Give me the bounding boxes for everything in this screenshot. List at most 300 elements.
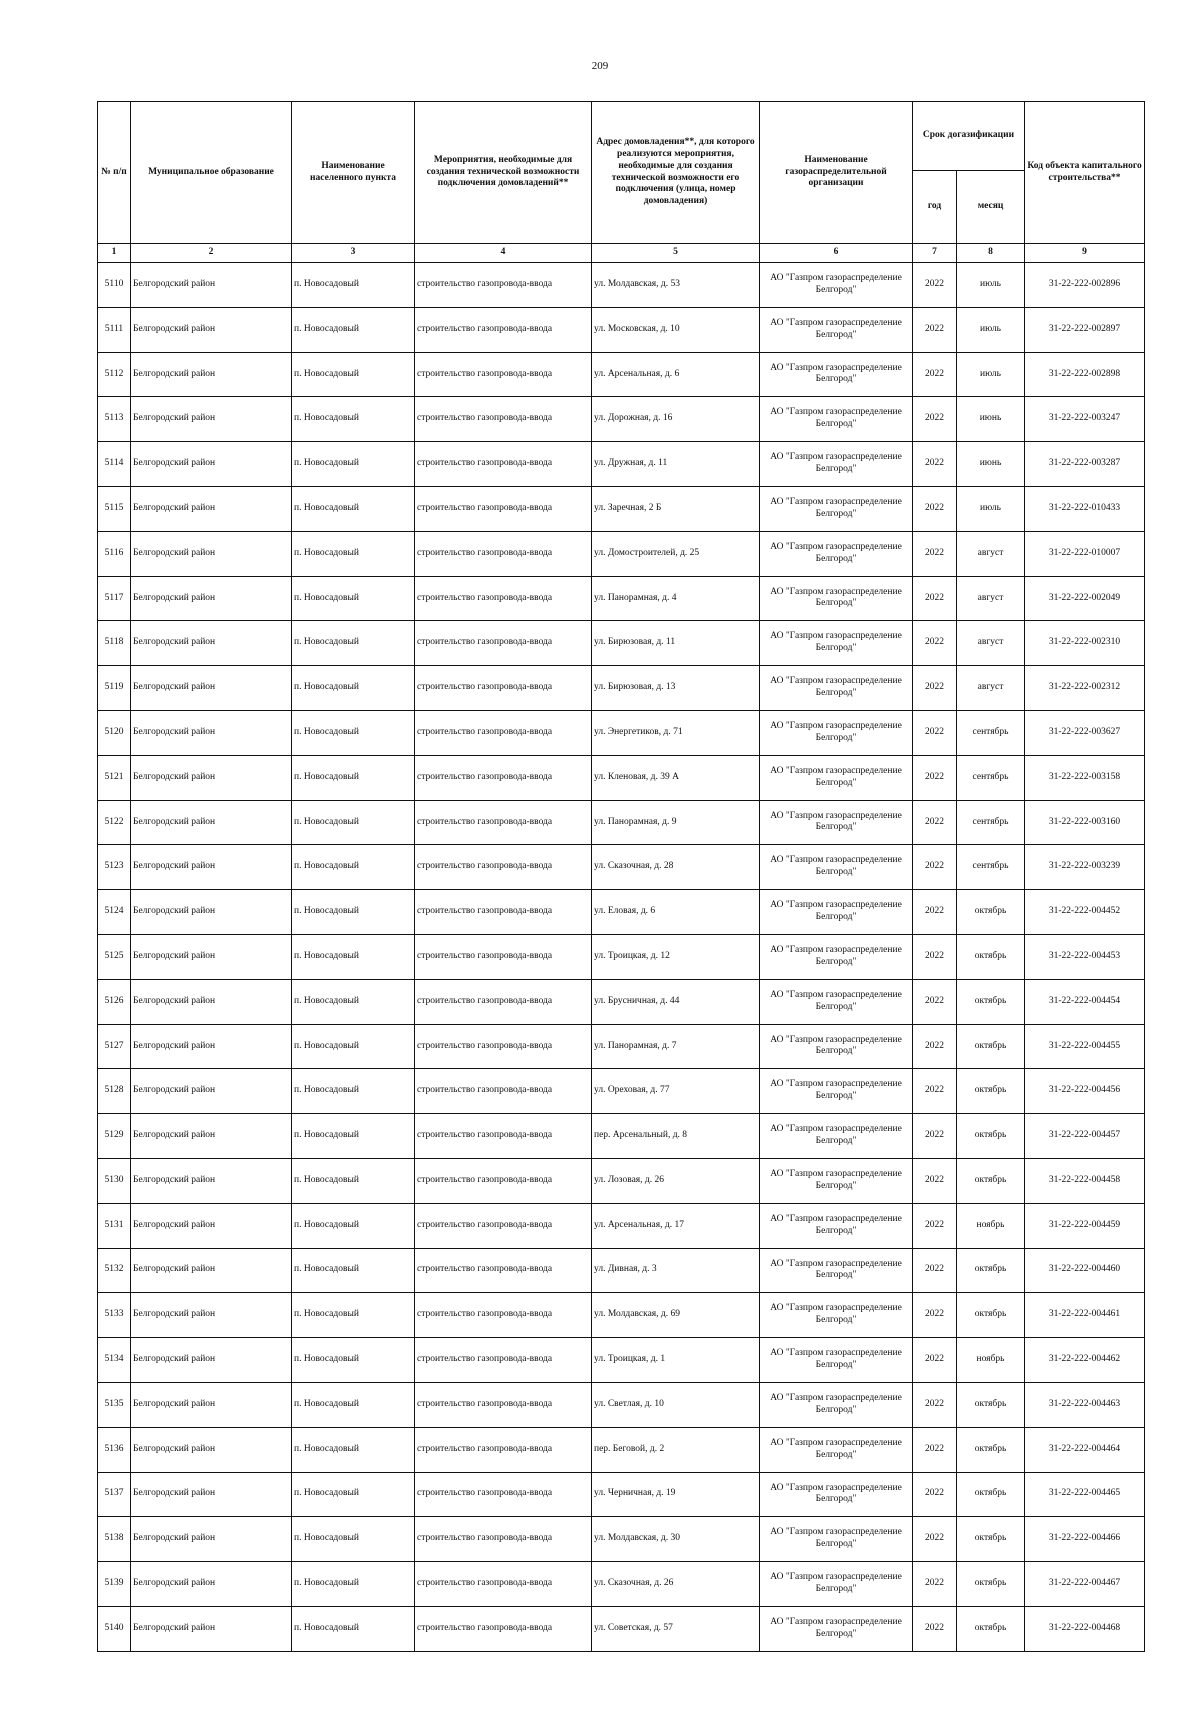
column-number: 3 xyxy=(292,244,415,263)
header-num: № п/п xyxy=(98,102,131,244)
code-cell: 31-22-222-002896 xyxy=(1025,263,1145,308)
measure-cell: строительство газопровода-ввода xyxy=(415,1338,592,1383)
year-cell: 2022 xyxy=(913,531,957,576)
org-cell: АО "Газпром газораспределение Белгород" xyxy=(760,397,913,442)
month-cell: август xyxy=(957,621,1025,666)
code-cell: 31-22-222-004465 xyxy=(1025,1472,1145,1517)
year-cell: 2022 xyxy=(913,1517,957,1562)
settlement-cell: п. Новосадовый xyxy=(292,666,415,711)
year-cell: 2022 xyxy=(913,1338,957,1383)
table-row xyxy=(98,1338,1145,1383)
row-number: 5132 xyxy=(98,1248,131,1293)
address-cell: ул. Заречная, 2 Б xyxy=(592,486,760,531)
year-cell: 2022 xyxy=(913,845,957,890)
code-cell: 31-22-222-004458 xyxy=(1025,1158,1145,1203)
month-cell: июль xyxy=(957,486,1025,531)
table-row xyxy=(98,1114,1145,1159)
code-cell: 31-22-222-003287 xyxy=(1025,442,1145,487)
address-cell: ул. Светлая, д. 10 xyxy=(592,1382,760,1427)
row-number: 5124 xyxy=(98,890,131,935)
row-number: 5116 xyxy=(98,531,131,576)
code-cell: 31-22-222-004453 xyxy=(1025,934,1145,979)
address-cell: ул. Троицкая, д. 12 xyxy=(592,934,760,979)
org-cell: АО "Газпром газораспределение Белгород" xyxy=(760,1158,913,1203)
month-cell: август xyxy=(957,576,1025,621)
org-cell: АО "Газпром газораспределение Белгород" xyxy=(760,442,913,487)
municipality-cell: Белгородский район xyxy=(131,845,292,890)
org-cell: АО "Газпром газораспределение Белгород" xyxy=(760,307,913,352)
settlement-cell: п. Новосадовый xyxy=(292,1427,415,1472)
row-number: 5138 xyxy=(98,1517,131,1562)
org-cell: АО "Газпром газораспределение Белгород" xyxy=(760,890,913,935)
municipality-cell: Белгородский район xyxy=(131,352,292,397)
year-cell: 2022 xyxy=(913,1382,957,1427)
year-cell: 2022 xyxy=(913,307,957,352)
table-row xyxy=(98,263,1145,308)
year-cell: 2022 xyxy=(913,263,957,308)
row-number: 5131 xyxy=(98,1203,131,1248)
municipality-cell: Белгородский район xyxy=(131,1472,292,1517)
table-row xyxy=(98,1517,1145,1562)
settlement-cell: п. Новосадовый xyxy=(292,1517,415,1562)
month-cell: октябрь xyxy=(957,1114,1025,1159)
settlement-cell: п. Новосадовый xyxy=(292,1382,415,1427)
org-cell: АО "Газпром газораспределение Белгород" xyxy=(760,755,913,800)
code-cell: 31-22-222-004461 xyxy=(1025,1293,1145,1338)
row-number: 5119 xyxy=(98,666,131,711)
table-row xyxy=(98,1562,1145,1607)
settlement-cell: п. Новосадовый xyxy=(292,1338,415,1383)
table-row xyxy=(98,1606,1145,1651)
org-cell: АО "Газпром газораспределение Белгород" xyxy=(760,1024,913,1069)
year-cell: 2022 xyxy=(913,1158,957,1203)
address-cell: ул. Сказочная, д. 28 xyxy=(592,845,760,890)
municipality-cell: Белгородский район xyxy=(131,1382,292,1427)
code-cell: 31-22-222-002310 xyxy=(1025,621,1145,666)
municipality-cell: Белгородский район xyxy=(131,1606,292,1651)
month-cell: октябрь xyxy=(957,1427,1025,1472)
org-cell: АО "Газпром газораспределение Белгород" xyxy=(760,1427,913,1472)
address-cell: ул. Арсенальная, д. 6 xyxy=(592,352,760,397)
settlement-cell: п. Новосадовый xyxy=(292,1606,415,1651)
row-number: 5113 xyxy=(98,397,131,442)
address-cell: ул. Домостроителей, д. 25 xyxy=(592,531,760,576)
header-month: месяц xyxy=(957,171,1025,244)
year-cell: 2022 xyxy=(913,1472,957,1517)
settlement-cell: п. Новосадовый xyxy=(292,442,415,487)
settlement-cell: п. Новосадовый xyxy=(292,621,415,666)
row-number: 5110 xyxy=(98,263,131,308)
column-number: 6 xyxy=(760,244,913,263)
row-number: 5136 xyxy=(98,1427,131,1472)
municipality-cell: Белгородский район xyxy=(131,1248,292,1293)
measure-cell: строительство газопровода-ввода xyxy=(415,979,592,1024)
measure-cell: строительство газопровода-ввода xyxy=(415,890,592,935)
year-cell: 2022 xyxy=(913,1293,957,1338)
month-cell: июнь xyxy=(957,397,1025,442)
measure-cell: строительство газопровода-ввода xyxy=(415,1382,592,1427)
measure-cell: строительство газопровода-ввода xyxy=(415,755,592,800)
municipality-cell: Белгородский район xyxy=(131,1203,292,1248)
code-cell: 31-22-222-004460 xyxy=(1025,1248,1145,1293)
code-cell: 31-22-222-003239 xyxy=(1025,845,1145,890)
table-row xyxy=(98,1069,1145,1114)
year-cell: 2022 xyxy=(913,352,957,397)
table-row xyxy=(98,307,1145,352)
row-number: 5133 xyxy=(98,1293,131,1338)
municipality-cell: Белгородский район xyxy=(131,576,292,621)
month-cell: июль xyxy=(957,307,1025,352)
measure-cell: строительство газопровода-ввода xyxy=(415,576,592,621)
month-cell: октябрь xyxy=(957,1382,1025,1427)
header-org: Наименование газораспределительной организации xyxy=(760,102,913,244)
address-cell: ул. Лозовая, д. 26 xyxy=(592,1158,760,1203)
settlement-cell: п. Новосадовый xyxy=(292,352,415,397)
table-row xyxy=(98,576,1145,621)
address-cell: ул. Бирюзовая, д. 13 xyxy=(592,666,760,711)
municipality-cell: Белгородский район xyxy=(131,710,292,755)
measure-cell: строительство газопровода-ввода xyxy=(415,397,592,442)
address-cell: ул. Сказочная, д. 26 xyxy=(592,1562,760,1607)
settlement-cell: п. Новосадовый xyxy=(292,755,415,800)
measure-cell: строительство газопровода-ввода xyxy=(415,1427,592,1472)
row-number: 5115 xyxy=(98,486,131,531)
settlement-cell: п. Новосадовый xyxy=(292,397,415,442)
month-cell: октябрь xyxy=(957,890,1025,935)
table-row xyxy=(98,1248,1145,1293)
org-cell: АО "Газпром газораспределение Белгород" xyxy=(760,1606,913,1651)
measure-cell: строительство газопровода-ввода xyxy=(415,621,592,666)
year-cell: 2022 xyxy=(913,1024,957,1069)
settlement-cell: п. Новосадовый xyxy=(292,845,415,890)
table-row xyxy=(98,755,1145,800)
table-row xyxy=(98,486,1145,531)
measure-cell: строительство газопровода-ввода xyxy=(415,710,592,755)
municipality-cell: Белгородский район xyxy=(131,979,292,1024)
month-cell: июль xyxy=(957,352,1025,397)
code-cell: 31-22-222-002898 xyxy=(1025,352,1145,397)
org-cell: АО "Газпром газораспределение Белгород" xyxy=(760,1293,913,1338)
header-address: Адрес домовладения**, для которого реализуются мероприятия, необходимые для создания технической возможности его подключения (улица, номер домовладения) xyxy=(592,102,760,244)
org-cell: АО "Газпром газораспределение Белгород" xyxy=(760,352,913,397)
year-cell: 2022 xyxy=(913,800,957,845)
municipality-cell: Белгородский район xyxy=(131,1427,292,1472)
settlement-cell: п. Новосадовый xyxy=(292,1114,415,1159)
header-measures: Мероприятия, необходимые для создания технической возможности подключения домовладений** xyxy=(415,102,592,244)
month-cell: октябрь xyxy=(957,1472,1025,1517)
year-cell: 2022 xyxy=(913,1069,957,1114)
settlement-cell: п. Новосадовый xyxy=(292,1472,415,1517)
month-cell: октябрь xyxy=(957,1517,1025,1562)
header-year: год xyxy=(913,171,957,244)
table-row xyxy=(98,1158,1145,1203)
settlement-cell: п. Новосадовый xyxy=(292,1293,415,1338)
municipality-cell: Белгородский район xyxy=(131,1069,292,1114)
settlement-cell: п. Новосадовый xyxy=(292,934,415,979)
page-number: 209 xyxy=(591,60,609,72)
settlement-cell: п. Новосадовый xyxy=(292,1069,415,1114)
municipality-cell: Белгородский район xyxy=(131,1158,292,1203)
measure-cell: строительство газопровода-ввода xyxy=(415,1114,592,1159)
month-cell: ноябрь xyxy=(957,1338,1025,1383)
municipality-cell: Белгородский район xyxy=(131,666,292,711)
year-cell: 2022 xyxy=(913,397,957,442)
code-cell: 31-22-222-004456 xyxy=(1025,1069,1145,1114)
month-cell: октябрь xyxy=(957,1069,1025,1114)
municipality-cell: Белгородский район xyxy=(131,263,292,308)
address-cell: ул. Советская, д. 57 xyxy=(592,1606,760,1651)
row-number: 5134 xyxy=(98,1338,131,1383)
table-row xyxy=(98,666,1145,711)
settlement-cell: п. Новосадовый xyxy=(292,531,415,576)
table-row xyxy=(98,845,1145,890)
settlement-cell: п. Новосадовый xyxy=(292,263,415,308)
org-cell: АО "Газпром газораспределение Белгород" xyxy=(760,531,913,576)
code-cell: 31-22-222-003160 xyxy=(1025,800,1145,845)
row-number: 5123 xyxy=(98,845,131,890)
column-number: 1 xyxy=(98,244,131,263)
table-row xyxy=(98,397,1145,442)
year-cell: 2022 xyxy=(913,890,957,935)
table-row xyxy=(98,890,1145,935)
org-cell: АО "Газпром газораспределение Белгород" xyxy=(760,621,913,666)
measure-cell: строительство газопровода-ввода xyxy=(415,800,592,845)
municipality-cell: Белгородский район xyxy=(131,1517,292,1562)
municipality-cell: Белгородский район xyxy=(131,1114,292,1159)
municipality-cell: Белгородский район xyxy=(131,1562,292,1607)
month-cell: август xyxy=(957,666,1025,711)
org-cell: АО "Газпром газораспределение Белгород" xyxy=(760,1338,913,1383)
year-cell: 2022 xyxy=(913,576,957,621)
month-cell: октябрь xyxy=(957,979,1025,1024)
table-row xyxy=(98,1472,1145,1517)
column-number: 8 xyxy=(957,244,1025,263)
municipality-cell: Белгородский район xyxy=(131,397,292,442)
row-number: 5137 xyxy=(98,1472,131,1517)
municipality-cell: Белгородский район xyxy=(131,755,292,800)
address-cell: ул. Дивная, д. 3 xyxy=(592,1248,760,1293)
year-cell: 2022 xyxy=(913,1562,957,1607)
table-row xyxy=(98,1203,1145,1248)
org-cell: АО "Газпром газораспределение Белгород" xyxy=(760,1203,913,1248)
municipality-cell: Белгородский район xyxy=(131,1293,292,1338)
address-cell: ул. Брусничная, д. 44 xyxy=(592,979,760,1024)
measure-cell: строительство газопровода-ввода xyxy=(415,1517,592,1562)
month-cell: сентябрь xyxy=(957,800,1025,845)
month-cell: октябрь xyxy=(957,934,1025,979)
header-deadline: Срок догазификации xyxy=(913,102,1025,171)
measure-cell: строительство газопровода-ввода xyxy=(415,1606,592,1651)
code-cell: 31-22-222-010007 xyxy=(1025,531,1145,576)
row-number: 5135 xyxy=(98,1382,131,1427)
row-number: 5120 xyxy=(98,710,131,755)
column-number: 7 xyxy=(913,244,957,263)
org-cell: АО "Газпром газораспределение Белгород" xyxy=(760,845,913,890)
year-cell: 2022 xyxy=(913,1427,957,1472)
measure-cell: строительство газопровода-ввода xyxy=(415,1024,592,1069)
address-cell: ул. Ореховая, д. 77 xyxy=(592,1069,760,1114)
measure-cell: строительство газопровода-ввода xyxy=(415,1562,592,1607)
municipality-cell: Белгородский район xyxy=(131,531,292,576)
table-row xyxy=(98,710,1145,755)
address-cell: ул. Панорамная, д. 4 xyxy=(592,576,760,621)
settlement-cell: п. Новосадовый xyxy=(292,1203,415,1248)
org-cell: АО "Газпром газораспределение Белгород" xyxy=(760,934,913,979)
measure-cell: строительство газопровода-ввода xyxy=(415,1472,592,1517)
measure-cell: строительство газопровода-ввода xyxy=(415,531,592,576)
table-row xyxy=(98,442,1145,487)
header-row xyxy=(98,102,1145,171)
row-number: 5125 xyxy=(98,934,131,979)
org-cell: АО "Газпром газораспределение Белгород" xyxy=(760,710,913,755)
settlement-cell: п. Новосадовый xyxy=(292,710,415,755)
row-number: 5114 xyxy=(98,442,131,487)
org-cell: АО "Газпром газораспределение Белгород" xyxy=(760,1248,913,1293)
code-cell: 31-22-222-004468 xyxy=(1025,1606,1145,1651)
code-cell: 31-22-222-004467 xyxy=(1025,1562,1145,1607)
address-cell: ул. Дружная, д. 11 xyxy=(592,442,760,487)
address-cell: ул. Молдавская, д. 53 xyxy=(592,263,760,308)
code-cell: 31-22-222-002049 xyxy=(1025,576,1145,621)
org-cell: АО "Газпром газораспределение Белгород" xyxy=(760,576,913,621)
code-cell: 31-22-222-010433 xyxy=(1025,486,1145,531)
table-row xyxy=(98,621,1145,666)
year-cell: 2022 xyxy=(913,1248,957,1293)
municipality-cell: Белгородский район xyxy=(131,442,292,487)
settlement-cell: п. Новосадовый xyxy=(292,1024,415,1069)
month-cell: июль xyxy=(957,263,1025,308)
table-row xyxy=(98,1382,1145,1427)
address-cell: пер. Арсенальный, д. 8 xyxy=(592,1114,760,1159)
org-cell: АО "Газпром газораспределение Белгород" xyxy=(760,1069,913,1114)
code-cell: 31-22-222-004455 xyxy=(1025,1024,1145,1069)
row-number: 5118 xyxy=(98,621,131,666)
row-number: 5126 xyxy=(98,979,131,1024)
month-cell: сентябрь xyxy=(957,845,1025,890)
measure-cell: строительство газопровода-ввода xyxy=(415,1293,592,1338)
code-cell: 31-22-222-004459 xyxy=(1025,1203,1145,1248)
table-row xyxy=(98,531,1145,576)
code-cell: 31-22-222-004454 xyxy=(1025,979,1145,1024)
address-cell: ул. Московская, д. 10 xyxy=(592,307,760,352)
month-cell: ноябрь xyxy=(957,1203,1025,1248)
measure-cell: строительство газопровода-ввода xyxy=(415,934,592,979)
table-row xyxy=(98,979,1145,1024)
org-cell: АО "Газпром газораспределение Белгород" xyxy=(760,666,913,711)
month-cell: октябрь xyxy=(957,1606,1025,1651)
settlement-cell: п. Новосадовый xyxy=(292,800,415,845)
year-cell: 2022 xyxy=(913,486,957,531)
table-row xyxy=(98,1427,1145,1472)
code-cell: 31-22-222-004464 xyxy=(1025,1427,1145,1472)
year-cell: 2022 xyxy=(913,979,957,1024)
org-cell: АО "Газпром газораспределение Белгород" xyxy=(760,1472,913,1517)
org-cell: АО "Газпром газораспределение Белгород" xyxy=(760,800,913,845)
org-cell: АО "Газпром газораспределение Белгород" xyxy=(760,486,913,531)
address-cell: ул. Арсенальная, д. 17 xyxy=(592,1203,760,1248)
address-cell: ул. Энергетиков, д. 71 xyxy=(592,710,760,755)
month-cell: октябрь xyxy=(957,1024,1025,1069)
municipality-cell: Белгородский район xyxy=(131,307,292,352)
org-cell: АО "Газпром газораспределение Белгород" xyxy=(760,979,913,1024)
column-number: 2 xyxy=(131,244,292,263)
settlement-cell: п. Новосадовый xyxy=(292,576,415,621)
municipality-cell: Белгородский район xyxy=(131,800,292,845)
row-number: 5140 xyxy=(98,1606,131,1651)
address-cell: ул. Панорамная, д. 7 xyxy=(592,1024,760,1069)
address-cell: ул. Еловая, д. 6 xyxy=(592,890,760,935)
table-row xyxy=(98,352,1145,397)
measure-cell: строительство газопровода-ввода xyxy=(415,1248,592,1293)
settlement-cell: п. Новосадовый xyxy=(292,979,415,1024)
table-row xyxy=(98,800,1145,845)
year-cell: 2022 xyxy=(913,710,957,755)
settlement-cell: п. Новосадовый xyxy=(292,1158,415,1203)
year-cell: 2022 xyxy=(913,621,957,666)
table-row xyxy=(98,1293,1145,1338)
year-cell: 2022 xyxy=(913,666,957,711)
month-cell: октябрь xyxy=(957,1248,1025,1293)
year-cell: 2022 xyxy=(913,442,957,487)
table-row xyxy=(98,1024,1145,1069)
address-cell: ул. Молдавская, д. 69 xyxy=(592,1293,760,1338)
municipality-cell: Белгородский район xyxy=(131,890,292,935)
column-number: 9 xyxy=(1025,244,1145,263)
code-cell: 31-22-222-004462 xyxy=(1025,1338,1145,1383)
month-cell: октябрь xyxy=(957,1562,1025,1607)
code-cell: 31-22-222-003247 xyxy=(1025,397,1145,442)
settlement-cell: п. Новосадовый xyxy=(292,890,415,935)
org-cell: АО "Газпром газораспределение Белгород" xyxy=(760,1114,913,1159)
row-number: 5112 xyxy=(98,352,131,397)
address-cell: ул. Панорамная, д. 9 xyxy=(592,800,760,845)
month-cell: сентябрь xyxy=(957,755,1025,800)
year-cell: 2022 xyxy=(913,1203,957,1248)
address-cell: ул. Черничная, д. 19 xyxy=(592,1472,760,1517)
org-cell: АО "Газпром газораспределение Белгород" xyxy=(760,1562,913,1607)
address-cell: ул. Молдавская, д. 30 xyxy=(592,1517,760,1562)
row-number: 5128 xyxy=(98,1069,131,1114)
settlement-cell: п. Новосадовый xyxy=(292,486,415,531)
measure-cell: строительство газопровода-ввода xyxy=(415,352,592,397)
header-municipality: Муниципальное образование xyxy=(131,102,292,244)
code-cell: 31-22-222-002897 xyxy=(1025,307,1145,352)
year-cell: 2022 xyxy=(913,755,957,800)
row-number: 5111 xyxy=(98,307,131,352)
column-number: 4 xyxy=(415,244,592,263)
settlement-cell: п. Новосадовый xyxy=(292,1562,415,1607)
code-cell: 31-22-222-002312 xyxy=(1025,666,1145,711)
gasification-table xyxy=(97,101,1145,1652)
row-number: 5122 xyxy=(98,800,131,845)
code-cell: 31-22-222-004466 xyxy=(1025,1517,1145,1562)
settlement-cell: п. Новосадовый xyxy=(292,1248,415,1293)
municipality-cell: Белгородский район xyxy=(131,1024,292,1069)
org-cell: АО "Газпром газораспределение Белгород" xyxy=(760,1517,913,1562)
header-code: Код объекта капитального строительства** xyxy=(1025,102,1145,244)
municipality-cell: Белгородский район xyxy=(131,486,292,531)
month-cell: август xyxy=(957,531,1025,576)
measure-cell: строительство газопровода-ввода xyxy=(415,1069,592,1114)
settlement-cell: п. Новосадовый xyxy=(292,307,415,352)
org-cell: АО "Газпром газораспределение Белгород" xyxy=(760,263,913,308)
measure-cell: строительство газопровода-ввода xyxy=(415,442,592,487)
row-number: 5127 xyxy=(98,1024,131,1069)
row-number: 5121 xyxy=(98,755,131,800)
code-cell: 31-22-222-003158 xyxy=(1025,755,1145,800)
month-cell: сентябрь xyxy=(957,710,1025,755)
org-cell: АО "Газпром газораспределение Белгород" xyxy=(760,1382,913,1427)
